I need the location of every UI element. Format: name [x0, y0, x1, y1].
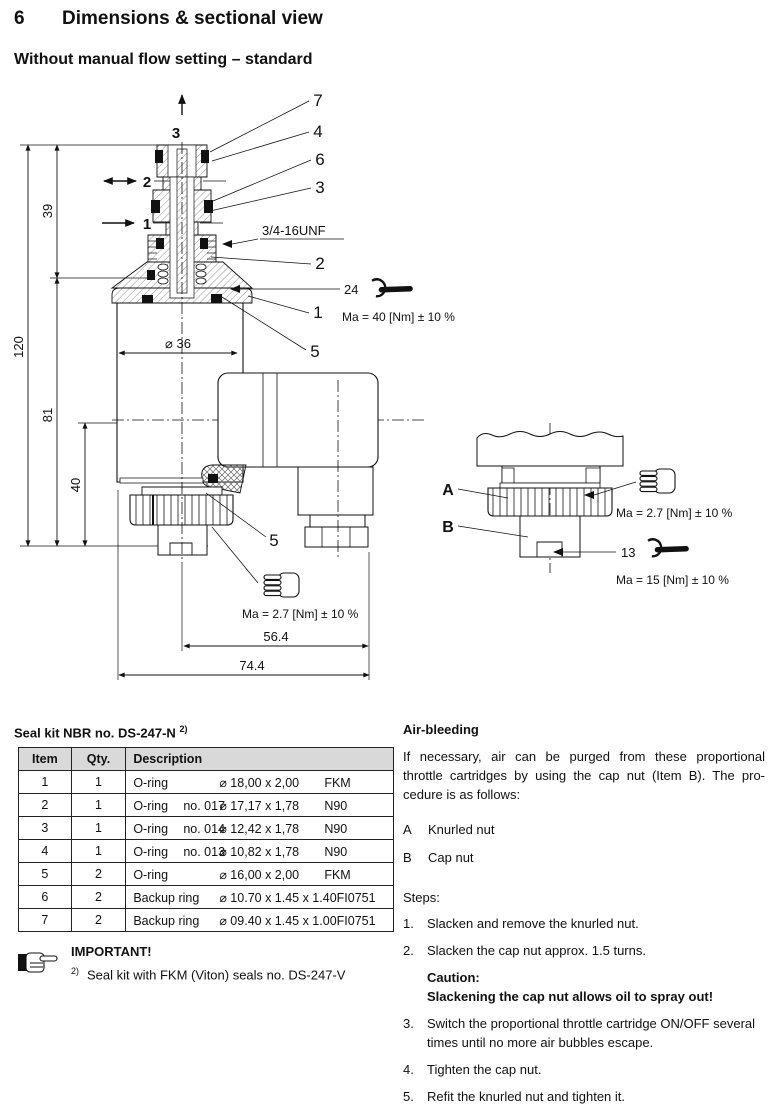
cell-note: no. 013 — [183, 844, 226, 859]
detail-torque-hand: Ma = 2.7 [Nm] ± 10 % — [616, 506, 733, 520]
cell-qty: 1 — [71, 817, 126, 840]
callout-5-upper: 5 — [310, 342, 320, 361]
step-text: Switch the proportional throttle cartridge ON/OFF several times until no more air bubbles escape. — [427, 1016, 756, 1050]
caution-heading: Caution: — [427, 970, 480, 985]
dim-81-label: 81 — [40, 407, 55, 423]
air-bleeding-heading: Air-bleeding — [403, 722, 479, 737]
section-number: 6 — [14, 8, 25, 29]
seal-kit-table — [18, 747, 394, 932]
pointing-hand-icon — [18, 948, 58, 978]
dim-120-label: 120 — [11, 336, 26, 358]
seal-kit-row — [19, 886, 394, 909]
col-item: Item — [19, 748, 72, 771]
cell-size: ⌀ 10.70 x 1.45 x 1.40 — [219, 890, 337, 905]
step-1 — [403, 914, 765, 933]
air-bleeding-section — [403, 720, 765, 1114]
page-subtitle: Without manual flow setting – standard — [14, 51, 313, 68]
valve-body — [112, 303, 425, 557]
seal-kit-row — [19, 863, 394, 886]
torque-40: Ma = 40 [Nm] ± 10 % — [342, 310, 455, 324]
cell-qty: 2 — [71, 909, 126, 932]
cell-material: N90 — [324, 844, 348, 859]
dim-dia-label: ⌀ 36 — [165, 336, 191, 351]
step-text: Slacken the cap nut approx. 1.5 turns. — [427, 943, 646, 958]
cell-size: ⌀ 17,17 x 1,78 — [219, 798, 300, 813]
legend-label-a: Knurled nut — [428, 822, 495, 837]
cell-note: no. 014 — [183, 821, 226, 836]
cell-item: 7 — [19, 909, 72, 932]
cell-name: Backup ring — [133, 913, 200, 928]
cell-name: O-ring — [133, 844, 169, 859]
wrench-af-24: 24 — [344, 282, 359, 297]
main-figure — [11, 91, 455, 680]
seal-kit-title-text: Seal kit NBR no. DS-247-N — [14, 725, 176, 741]
dim-40-label: 40 — [68, 477, 83, 493]
cell-qty: 1 — [71, 794, 126, 817]
cell-qty: 1 — [71, 840, 126, 863]
seal-kit-header-row — [19, 748, 394, 771]
col-desc: Description — [126, 748, 394, 771]
col-qty: Qty. — [71, 748, 126, 771]
callout-1: 1 — [313, 303, 323, 322]
detail-label-b: B — [442, 519, 454, 536]
legend-item-a — [403, 820, 765, 839]
callout-3: 3 — [315, 178, 325, 197]
seal-kit-row — [19, 840, 394, 863]
important-text-line — [71, 966, 345, 982]
torque-2-7: Ma = 2.7 [Nm] ± 10 % — [242, 607, 359, 621]
thread-label: 3/4-16UNF — [262, 223, 326, 238]
cell-size: ⌀ 18,00 x 2,00 — [219, 775, 300, 790]
cell-size: ⌀ 09.40 x 1.45 x 1.00 — [219, 913, 337, 928]
cell-qty: 2 — [71, 886, 126, 909]
legend-key-b: B — [403, 850, 412, 865]
step-number: 2. — [403, 943, 414, 958]
cell-material: FI0751 — [336, 890, 376, 905]
cell-size: ⌀ 16,00 x 2,00 — [219, 867, 300, 882]
cell-item: 5 — [19, 863, 72, 886]
cell-item: 1 — [19, 771, 72, 794]
legend-item-b — [403, 848, 765, 867]
important-note — [18, 944, 394, 982]
step-number: 3. — [403, 1016, 414, 1031]
cell-note: no. 017 — [183, 798, 226, 813]
hand-torque-callout — [242, 573, 359, 621]
step-5 — [403, 1087, 765, 1106]
step-3 — [403, 1014, 765, 1052]
detail-torque-wrench: Ma = 15 [Nm] ± 10 % — [616, 573, 729, 587]
caution-block — [427, 968, 765, 1006]
cell-name: O-ring — [133, 798, 169, 813]
port-3-label: 3 — [171, 125, 181, 142]
cell-item: 4 — [19, 840, 72, 863]
horizontal-dimensions — [119, 629, 369, 675]
important-heading: IMPORTANT! — [71, 944, 152, 959]
seal-kit-row — [19, 794, 394, 817]
sectional-view-drawing — [0, 85, 776, 705]
legend-key-a: A — [403, 822, 412, 837]
callout-2: 2 — [315, 254, 325, 273]
dim-39-label: 39 — [40, 203, 55, 219]
cell-name: Backup ring — [133, 890, 200, 905]
page-title: Dimensions & sectional view — [62, 8, 323, 29]
thread-callout — [222, 223, 344, 248]
dim-74-label: 74.4 — [239, 658, 265, 673]
seal-kit-row — [19, 771, 394, 794]
cell-material: N90 — [324, 798, 348, 813]
seal-kit-row — [19, 909, 394, 932]
dim-56-label: 56.4 — [263, 629, 289, 644]
important-note-ref: 2) — [71, 966, 80, 976]
detail-wrench-af: 13 — [621, 545, 636, 560]
step-number: 5. — [403, 1089, 414, 1104]
step-number: 4. — [403, 1062, 414, 1077]
intro-line: throttle cartridges by using the cap nut (Item B). The pro- — [403, 768, 765, 783]
important-text: Seal kit with FKM (Viton) seals no. DS-247-V — [87, 967, 346, 983]
cell-material: FKM — [324, 775, 351, 790]
legend — [403, 820, 765, 867]
cell-name: O-ring — [133, 821, 169, 836]
step-text: Refit the knurled nut and tighten it. — [427, 1089, 626, 1104]
callout-6: 6 — [315, 150, 325, 169]
intro-line: If necessary, air can be purged from these proportional — [403, 749, 765, 764]
cell-qty: 2 — [71, 863, 126, 886]
cell-item: 3 — [19, 817, 72, 840]
detail-label-a: A — [442, 482, 454, 499]
step-4 — [403, 1060, 765, 1079]
seal-kit-row — [19, 817, 394, 840]
legend-label-b: Cap nut — [428, 850, 474, 865]
steps-label: Steps: — [403, 890, 440, 905]
seal-kit-title — [14, 724, 394, 740]
step-text: Tighten the cap nut. — [427, 1062, 542, 1077]
vertical-dimensions — [11, 145, 85, 546]
cell-material: FI0751 — [336, 913, 376, 928]
cell-size: ⌀ 10,82 x 1,78 — [219, 844, 300, 859]
step-text: Slacken and remove the knurled nut. — [427, 916, 639, 931]
cell-item: 6 — [19, 886, 72, 909]
step-2 — [403, 941, 765, 960]
detail-figure — [442, 423, 732, 587]
port-2-label: 2 — [142, 174, 152, 191]
cell-size: ⌀ 12,42 x 1,78 — [219, 821, 300, 836]
cell-name: O-ring — [133, 775, 169, 790]
seal-kit-section — [14, 724, 394, 932]
callout-4: 4 — [313, 122, 323, 141]
cell-material: N90 — [324, 821, 348, 836]
cell-item: 2 — [19, 794, 72, 817]
callout-5-lower: 5 — [269, 531, 279, 550]
cell-material: FKM — [324, 867, 351, 882]
cell-qty: 1 — [71, 771, 126, 794]
port-1-label: 1 — [142, 216, 152, 233]
intro-line: cedure is as follows: — [403, 787, 521, 802]
caution-text: Slackening the cap nut allows oil to spray out! — [427, 989, 714, 1004]
callout-7: 7 — [313, 91, 323, 110]
wrench-24-callout — [230, 272, 455, 324]
cell-name: O-ring — [133, 867, 169, 882]
step-number: 1. — [403, 916, 414, 931]
seal-kit-note-ref: 2) — [179, 724, 188, 734]
